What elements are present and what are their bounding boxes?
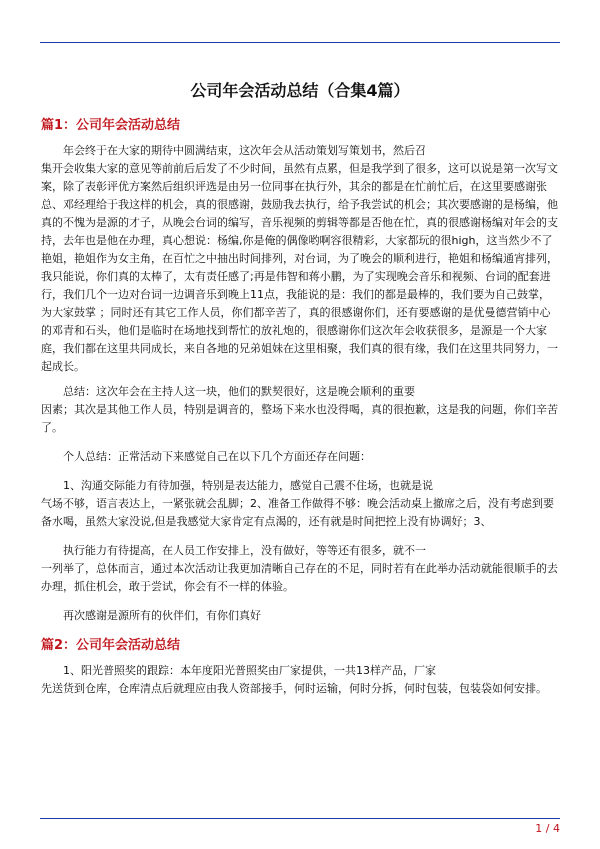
document-title: 公司年会活动总结（合集4篇）: [190, 81, 410, 100]
section-2-paragraph-1: 1、阳光普照奖的跟踪：本年度阳光普照奖由厂家提供，一共13样产品，厂家 先送货到仓库，仓库清点后就理应由我人资部接手，何时运输，何时分拆，何时包装，包装袋如何安排。: [41, 664, 547, 695]
section-1-paragraph-1: 年会终于在大家的期待中圆满结束，这次年会从活动策划写策划书，然后召 集开会收集大家的意见等前前后后发了不少时间，虽然有点累，但是我学到了很多，这可以说是第一次写文案，除了表彰评优方案然后组织评选是由另一位同事在执行外，其余的都是在忙前忙后，在这里要感谢张总、邓经理给于我这样的机会，真的很感谢，鼓励我去执行，给予我尝试的机会；其次要感谢的是杨编，他真的不愧为是源的才子，从晚会台词的编写，音乐视频的剪辑等都是否他在忙，真的很感谢杨编对年会的支持，去年也是他在办理，真心想说：杨编,你是俺的偶像哟啊容很精彩，大家都玩的很high，这当然少不了艳姐，艳姐作为女主角，在百忙之中抽出时间排列，对台词，为了晚会的顺利进行，艳姐和杨编通宵排列，我只能说，你们真的太棒了，太有责任感了;再是伟智和蒋小鹏，为了实现晚会音乐和视频、台词的配套进行，我们几个一边对台词一边调音乐到晚上11点，我能说的是：我们的都是最棒的，我们要为自己鼓掌，为大家鼓掌 ；同时还有其它工作人员，你们都辛苦了，真的很感谢你们，还有要感谢的是优曼德营销中心的邓青和石头，他们是临时在场地找到帮忙的放礼炮的，很感谢你们这次年会收获很多，是源是一个大家庭，我们都在这里共同成长，来自各地的兄弟姐妹在这里相聚，我们真的很有缘，我们在这里共同努力，一起成长。: [41, 144, 558, 373]
section-1-heading: 篇1：公司年会活动总结: [41, 118, 181, 133]
section-1-paragraph-4: 1、沟通交际能力有待加强，特别是表达能力，感觉自己震不住场，也就是说 气场不够，语言表达上，一紧张就会乱脚；2、准备工作做得不够：晚会活动桌上撤席之后，没有考虑到要备水喝，虽然大家没说,但是我感觉大家肯定有点渴的，还有就是时间把控上没有协调好；3、: [41, 479, 554, 528]
section-1-paragraph-2: 总结：这次年会在主持人这一块，他们的默契很好，这是晚会顺利的重要 因素；其次是其他工作人员，特别是调音的，整场下来水也没得喝，真的很抱歉，这是我的问题，你们辛苦了。: [41, 385, 558, 434]
top-rule: [40, 42, 560, 43]
section-1-paragraph-5: 执行能力有待提高，在人员工作安排上，没有做好，等等还有很多，就不一 一列举了，总体而言，通过本次活动让我更加清晰自己存在的不足，同时若有在此举办活动就能很顺手的去办理，抓住机会，敢于尝试，你会有不一样的体验。: [41, 544, 558, 593]
section-1-paragraph-3: 个人总结：正常活动下来感觉自己在以下几个方面还存在问题：: [63, 450, 371, 463]
page-number: 1 / 4: [535, 822, 560, 835]
section-1-paragraph-6: 再次感谢是源所有的伙伴们，有你们真好: [63, 609, 261, 622]
bottom-rule: [40, 818, 560, 819]
section-2-heading: 篇2：公司年会活动总结: [41, 638, 181, 653]
document-body: [41, 116, 559, 705]
